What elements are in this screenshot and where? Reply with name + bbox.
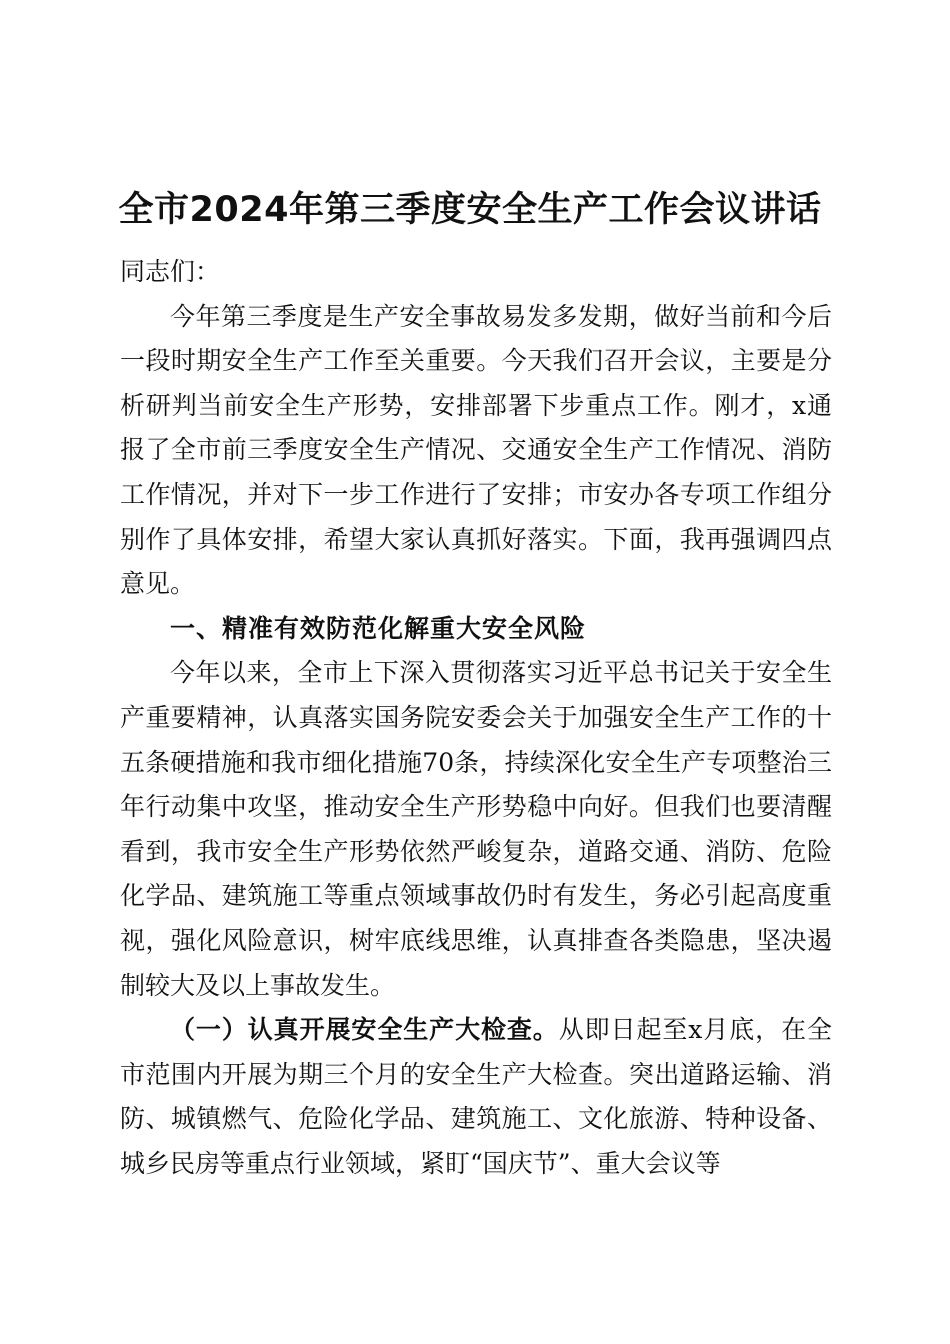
section-paragraph: 今年以来，全市上下深入贯彻落实习近平总书记关于安全生产重要精神，认真落实国务院安委会关于加强安全生产工作的十五条硬措施和我市细化措施70条，持续深化安全生产专项整治三年行动集中攻坚，推动安全生产形势稳中向好。但我们也要清醒看到，我市安全生产形势依然严峻复杂，道路交通、消防、危险化学品、建筑施工等重点领域事故仍时有发生，务必引起高度重视，强化风险意识，树牢底线思维，认真排查各类隐患，坚决遏制较大及以上事故发生。	[120, 658, 832, 1000]
salutation: 同志们：	[120, 257, 221, 286]
section-heading: 一、精准有效防范化解重大安全风险	[170, 613, 587, 643]
item-paragraph	[120, 1008, 832, 1186]
document-title: 全市2024年第三季度安全生产工作会议讲话	[118, 190, 822, 230]
item-text: 从即日起至x月底，在全市范围内开展为期三个月的安全生产大检查。突出道路运输、消防、城镇燃气、危险化学品、建筑施工、文化旅游、特种设备、城乡民房等重点行业领域，紧盯“国庆节”、重大会议等	[120, 1015, 832, 1178]
document-body	[120, 250, 832, 1186]
intro-paragraph: 今年第三季度是生产安全事故易发多发期，做好当前和今后一段时期安全生产工作至关重要。今天我们召开会议，主要是分析研判当前安全生产形势，安排部署下步重点工作。刚才，x通报了全市前三季度安全生产情况、交通安全生产工作情况、消防工作情况，并对下一步工作进行了安排；市安办各专项工作组分别作了具体安排，希望大家认真抓好落实。下面，我再强调四点意见。	[120, 301, 832, 599]
item-heading: （一）认真开展安全生产大检查。	[170, 1015, 559, 1045]
